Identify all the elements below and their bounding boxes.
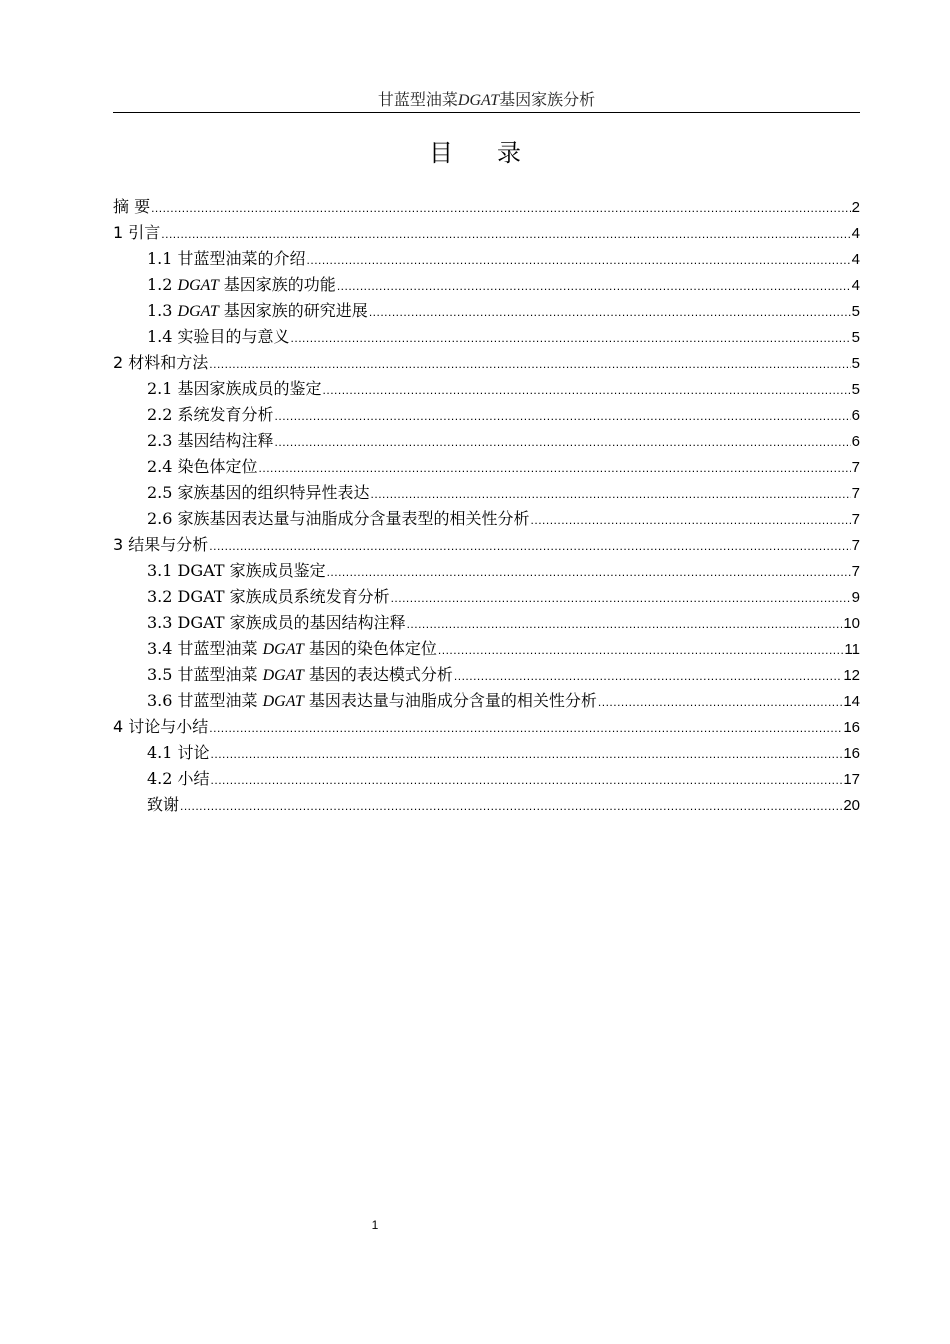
toc-entry-text: 2.1 基因家族成员的鉴定 xyxy=(147,379,322,398)
toc-entry[interactable] xyxy=(113,584,860,610)
toc-entry-text: 2 材料和方法 xyxy=(113,353,209,372)
toc-entry-label xyxy=(113,220,160,246)
toc-entry-text: 4.1 讨论 xyxy=(147,743,210,762)
toc-entry-page-number: 7 xyxy=(851,459,860,476)
toc-entry[interactable] xyxy=(113,480,860,506)
toc-entry-label xyxy=(147,272,336,299)
toc-entry[interactable] xyxy=(113,246,860,272)
running-header xyxy=(113,88,860,113)
toc-title xyxy=(0,138,950,168)
dot-leader xyxy=(323,377,851,403)
toc-entry-page-number: 5 xyxy=(851,329,860,346)
toc-entry-label xyxy=(147,454,258,480)
page-number: 1 xyxy=(371,1218,379,1232)
toc-entry-page-number: 20 xyxy=(843,797,860,814)
toc-entry[interactable] xyxy=(113,454,860,480)
toc-entry-page-number: 12 xyxy=(843,667,860,684)
dot-leader xyxy=(209,351,850,377)
toc-entry[interactable] xyxy=(113,376,860,402)
toc-entry-label xyxy=(113,714,208,740)
dot-leader xyxy=(211,767,843,793)
toc-entry[interactable] xyxy=(113,220,860,246)
dot-leader xyxy=(438,637,844,663)
toc-entry-gene-name: DGAT xyxy=(177,303,219,320)
dot-leader xyxy=(151,195,851,221)
toc-entry[interactable] xyxy=(113,324,860,350)
toc-entry-text: 1.1 甘蓝型油菜的介绍 xyxy=(147,249,306,268)
toc-entry-text: 1 引言 xyxy=(113,223,161,242)
toc-entry-page-number: 7 xyxy=(851,485,860,502)
toc-title-char-1: 目 xyxy=(429,139,453,167)
dot-leader xyxy=(307,247,851,273)
toc-entry-text: 摘 要 xyxy=(113,197,151,216)
toc-entry-text: 2.4 染色体定位 xyxy=(147,457,258,476)
toc-entry[interactable] xyxy=(113,766,860,792)
toc-entry-page-number: 16 xyxy=(843,719,860,736)
toc-entry-text: 2.5 家族基因的组织特异性表达 xyxy=(147,483,370,502)
toc-entry-text: 3.2 DGAT 家族成员系统发育分析 xyxy=(147,587,390,606)
toc-entry[interactable] xyxy=(113,688,860,714)
toc-entry-label xyxy=(147,428,274,454)
toc-entry-page-number: 7 xyxy=(851,563,860,580)
toc-entry-text: 4.2 小结 xyxy=(147,769,210,788)
toc-entry[interactable] xyxy=(113,532,860,558)
toc-entry-label xyxy=(147,480,370,506)
toc-entry-text: 2.2 系统发育分析 xyxy=(147,405,274,424)
toc-entry[interactable] xyxy=(113,194,860,220)
toc-entry-label xyxy=(147,324,290,350)
dot-leader xyxy=(369,299,851,325)
toc-entry-gene-name: DGAT xyxy=(262,641,304,658)
toc-entry-text: 2.6 家族基因表达量与油脂成分含量表型的相关性分析 xyxy=(147,509,530,528)
toc-entry-label xyxy=(113,194,150,220)
header-prefix: 甘蓝型油菜 xyxy=(377,90,458,109)
toc-entry-text: 4 讨论与小结 xyxy=(113,717,209,736)
toc-entry-text-suffix: 基因的表达模式分析 xyxy=(303,665,453,684)
header-gene-name: DGAT xyxy=(457,92,500,109)
dot-leader xyxy=(454,663,842,689)
header-suffix: 基因家族分析 xyxy=(499,90,596,109)
toc-entry-label xyxy=(147,766,210,792)
toc-entry-label xyxy=(147,610,406,636)
toc-entry-text: 3.4 甘蓝型油菜 xyxy=(147,639,263,658)
dot-leader xyxy=(180,793,842,819)
toc-entry-text-suffix: 基因的染色体定位 xyxy=(303,639,437,658)
toc-entry-page-number: 11 xyxy=(844,641,860,658)
toc-entry-gene-name: DGAT xyxy=(262,693,304,710)
dot-leader xyxy=(598,689,842,715)
dot-leader xyxy=(275,429,851,455)
toc-entry[interactable] xyxy=(113,740,860,766)
toc-entry[interactable] xyxy=(113,428,860,454)
dot-leader xyxy=(531,507,851,533)
toc-entry-page-number: 10 xyxy=(843,615,860,632)
dot-leader xyxy=(211,741,843,767)
dot-leader xyxy=(209,533,850,559)
toc-entry-text: 3.6 甘蓝型油菜 xyxy=(147,691,263,710)
toc-entry-label xyxy=(147,792,179,818)
toc-entry-text: 1.2 xyxy=(147,275,178,294)
toc-entry-text-suffix: 基因表达量与油脂成分含量的相关性分析 xyxy=(303,691,597,710)
toc-entry-page-number: 16 xyxy=(843,745,860,762)
toc-entry[interactable] xyxy=(113,506,860,532)
toc-entry-page-number: 5 xyxy=(851,355,860,372)
dot-leader xyxy=(275,403,851,429)
toc-entry-label xyxy=(147,558,326,584)
toc-entry-page-number: 4 xyxy=(851,251,860,268)
toc-entry[interactable] xyxy=(113,662,860,688)
toc-entry-page-number: 7 xyxy=(851,537,860,554)
toc-entry[interactable] xyxy=(113,792,860,818)
toc-entry[interactable] xyxy=(113,558,860,584)
toc-entry-label xyxy=(147,506,530,532)
toc-entry-text-suffix: 基因家族的功能 xyxy=(218,275,336,294)
toc-entry-text: 1.3 xyxy=(147,301,178,320)
toc-entry-gene-name: DGAT xyxy=(177,277,219,294)
toc-entry-label xyxy=(113,350,208,376)
toc-entry-text: 致谢 xyxy=(147,795,180,814)
toc-entry-page-number: 7 xyxy=(851,511,860,528)
dot-leader xyxy=(161,221,850,247)
toc-entry-label xyxy=(147,584,390,610)
toc-entry-text: 3.5 甘蓝型油菜 xyxy=(147,665,263,684)
toc-entry-label xyxy=(147,246,306,272)
toc-entry-label xyxy=(147,636,437,663)
toc-entry-label xyxy=(147,376,322,402)
toc-entry-text: 3.3 DGAT 家族成员的基因结构注释 xyxy=(147,613,406,632)
toc-entry-page-number: 9 xyxy=(851,589,860,606)
toc-entry[interactable] xyxy=(113,636,860,662)
toc-entry-page-number: 6 xyxy=(851,433,860,450)
dot-leader xyxy=(337,273,851,299)
toc-entry-label xyxy=(147,688,597,715)
toc-entry-page-number: 5 xyxy=(851,381,860,398)
toc-entry-text: 3 结果与分析 xyxy=(113,535,209,554)
toc-entry-text: 1.4 实验目的与意义 xyxy=(147,327,290,346)
toc-entry[interactable] xyxy=(113,298,860,324)
toc-entry[interactable] xyxy=(113,402,860,428)
dot-leader xyxy=(371,481,851,507)
toc-entry-page-number: 14 xyxy=(843,693,860,710)
toc-entry-page-number: 17 xyxy=(843,771,860,788)
toc-entry-page-number: 4 xyxy=(851,225,860,242)
toc-entry[interactable] xyxy=(113,714,860,740)
toc-entry[interactable] xyxy=(113,350,860,376)
toc-entry-label xyxy=(147,662,453,689)
table-of-contents xyxy=(113,194,860,818)
toc-entry-label xyxy=(113,532,208,558)
toc-entry-page-number: 6 xyxy=(851,407,860,424)
toc-entry-label xyxy=(147,298,368,325)
dot-leader xyxy=(291,325,851,351)
toc-title-char-2: 录 xyxy=(497,139,521,167)
dot-leader xyxy=(391,585,851,611)
dot-leader xyxy=(259,455,851,481)
dot-leader xyxy=(327,559,851,585)
toc-entry[interactable] xyxy=(113,272,860,298)
toc-entry-page-number: 5 xyxy=(851,303,860,320)
toc-entry-label xyxy=(147,402,274,428)
toc-entry-text: 3.1 DGAT 家族成员鉴定 xyxy=(147,561,326,580)
toc-entry-text-suffix: 基因家族的研究进展 xyxy=(218,301,368,320)
dot-leader xyxy=(209,715,842,741)
toc-entry-page-number: 2 xyxy=(851,199,860,216)
toc-entry[interactable] xyxy=(113,610,860,636)
toc-entry-text: 2.3 基因结构注释 xyxy=(147,431,274,450)
dot-leader xyxy=(407,611,843,637)
toc-entry-gene-name: DGAT xyxy=(262,667,304,684)
toc-entry-page-number: 4 xyxy=(851,277,860,294)
toc-entry-label xyxy=(147,740,210,766)
